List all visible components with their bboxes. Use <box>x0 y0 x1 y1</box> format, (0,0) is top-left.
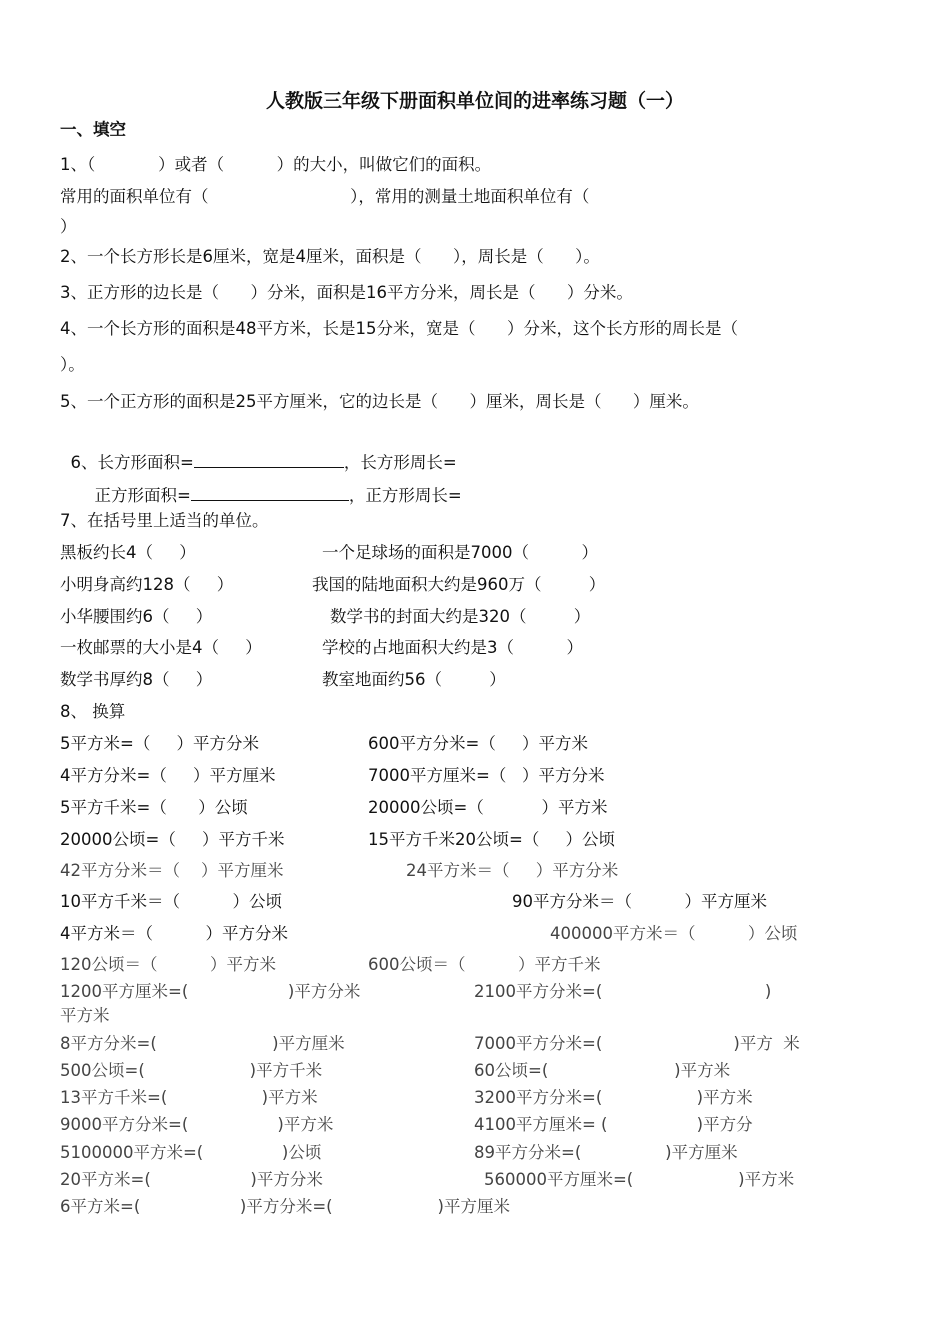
conv-c-6-left: 5100000平方米=( )公顷 <box>60 1143 322 1162</box>
conv-c-3-left: 500公顷=( )平方千米 <box>60 1061 323 1080</box>
conv-a-3-right: 20000公顷=（ ）平方米 <box>368 798 608 817</box>
conv-c-2-left: 8平方分米=( )平方厘米 <box>60 1034 345 1053</box>
question-8: 8、 换算 <box>60 702 126 721</box>
conv-b-4-left: 120公顷＝（ ）平方米 <box>60 955 276 974</box>
conv-a-2-right: 7000平方厘米=（ ）平方分米 <box>368 766 605 785</box>
conv-b-2-right: 90平方分米＝（ ）平方厘米 <box>512 892 767 911</box>
question-6-square-label: 正方形面积= <box>94 486 191 505</box>
conv-c-4-left: 13平方千米=( )平方米 <box>60 1088 318 1107</box>
q7-row-2-right: 我国的陆地面积大约是960万（ ） <box>312 575 606 594</box>
conv-b-3-left: 4平方米＝（ ）平方分米 <box>60 924 288 943</box>
conv-a-4-right: 15平方千米20公顷=（ ）公顷 <box>368 830 616 849</box>
q7-row-4-left: 一枚邮票的大小是4（ ） <box>60 638 262 657</box>
conv-c-7-right: 560000平方厘米=( )平方米 <box>484 1170 795 1189</box>
question-5: 5、一个正方形的面积是25平方厘米，它的边长是（ ）厘米，周长是（ ）厘米。 <box>60 392 699 411</box>
conv-c-8-part-2: )平方厘米 <box>332 1197 510 1216</box>
answer-blank-line[interactable] <box>191 484 349 501</box>
conv-a-1-right: 600平方分米=（ ）平方米 <box>368 734 589 753</box>
conv-a-2-left: 4平方分米=（ ）平方厘米 <box>60 766 276 785</box>
conv-a-1-left: 5平方米=（ ）平方分米 <box>60 734 260 753</box>
conv-c-7-left: 20平方米=( )平方分米 <box>60 1170 323 1189</box>
conv-c-5-left: 9000平方分米=( )平方米 <box>60 1115 334 1134</box>
question-6-rect-tail: ，长方形周长= <box>343 453 457 472</box>
q7-row-2-left: 小明身高约128（ ） <box>60 575 234 594</box>
conv-b-3-right: 400000平方米＝（ ）公顷 <box>550 924 798 943</box>
question-3: 3、正方形的边长是（ ）分米，面积是16平方分米，周长是（ ）分米。 <box>60 283 633 302</box>
question-4-line-1: 4、一个长方形的面积是48平方米，长是15分米，宽是（ ）分米，这个长方形的周长是（ <box>60 319 738 338</box>
page-title: 人教版三年级下册面积单位间的进率练习题（一） <box>265 90 684 112</box>
question-7: 7、在括号里上适当的单位。 <box>60 511 269 530</box>
q7-row-3-left: 小华腰围约6（ ） <box>60 607 213 626</box>
conv-b-1-left: 42平方分米＝（ ）平方厘米 <box>60 861 284 880</box>
question-6-rect-label: 6、长方形面积= <box>70 453 194 472</box>
conv-c-2-right: 7000平方分米=( )平方 米 <box>474 1034 800 1053</box>
q7-row-3-right: 数学书的封面大约是320（ ） <box>330 607 591 626</box>
conv-c-1-wrap: 平方米 <box>60 1006 110 1025</box>
conv-c-8-part-1: 6平方米=( )平方分米=( <box>60 1197 333 1216</box>
conv-c-8 <box>60 1196 510 1218</box>
question-1-line-3: ） <box>60 217 77 236</box>
conv-c-3-right: 60公顷=( )平方米 <box>474 1061 731 1080</box>
conv-a-4-left: 20000公顷=（ ）平方千米 <box>60 830 285 849</box>
q7-row-4-right: 学校的占地面积大约是3（ ） <box>322 638 583 657</box>
question-6-square-tail: ，正方形周长= <box>348 486 462 505</box>
q7-row-5-right: 教室地面约56（ ） <box>322 670 506 689</box>
conv-c-5-right: 4100平方厘米= ( )平方分 <box>474 1115 753 1134</box>
conv-c-1-right: 2100平方分米=( ) <box>474 982 772 1001</box>
conv-b-4-right: 600公顷＝（ ）平方千米 <box>368 955 601 974</box>
conv-b-2-left: 10平方千米＝（ ）公顷 <box>60 892 282 911</box>
question-1-line-2: 常用的面积单位有（ ），常用的测量土地面积单位有（ <box>60 187 590 206</box>
conv-c-4-right: 3200平方分米=( )平方米 <box>474 1088 753 1107</box>
conv-c-1-left: 1200平方厘米=( )平方分米 <box>60 982 361 1001</box>
question-4-line-2: ）。 <box>60 355 85 374</box>
q7-row-1-left: 黑板约长4（ ） <box>60 543 196 562</box>
question-6-square <box>84 462 462 507</box>
conv-a-3-left: 5平方千米=（ ）公顷 <box>60 798 248 817</box>
q7-row-1-right: 一个足球场的面积是7000（ ） <box>322 543 598 562</box>
conv-b-1-right: 24平方米＝（ ）平方分米 <box>406 861 619 880</box>
section-heading-fill-blank: 一、填空 <box>60 120 126 139</box>
q7-row-5-left: 数学书厚约8（ ） <box>60 670 213 689</box>
conv-c-6-right: 89平方分米=( )平方厘米 <box>474 1143 738 1162</box>
question-2: 2、一个长方形长是6厘米，宽是4厘米，面积是（ ），周长是（ ）。 <box>60 247 600 266</box>
question-1-line-1: 1、（ ）或者（ ）的大小，叫做它们的面积。 <box>60 155 492 174</box>
